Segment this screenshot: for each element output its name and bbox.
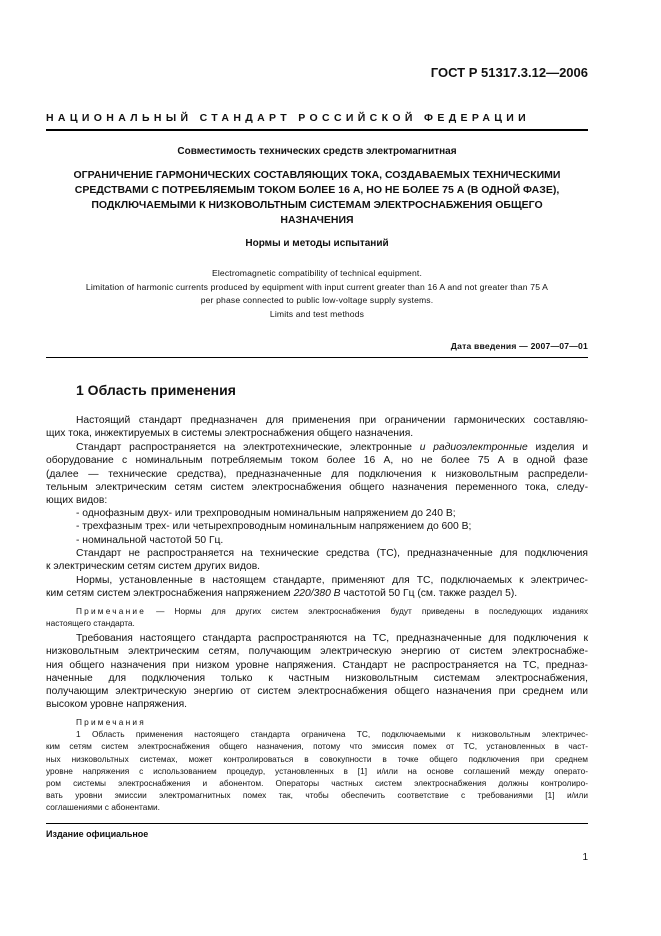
text-line: Нормы, установленные в настоящем стандарте, применяют для ТС, подключаемых к электричес- <box>76 575 588 586</box>
text-line: уровне напряжения с использованием процедур, установленных в [1] и/или на основе соглашений между операто- <box>46 765 588 776</box>
text-line: ром системы электроснабжения и абонентом. Операторы частных систем электроснабжения должны контролиро- <box>46 778 588 789</box>
paragraph-applicability <box>46 441 588 507</box>
network-types-list <box>46 507 588 547</box>
list-item: - трехфазным трех- или четырехпроводным номинальным напряжением до 600 В; <box>76 521 472 533</box>
text-line: ных низковольтных системах, может контролироваться в совокупности в точке общего подключения при среднем <box>46 753 588 764</box>
paragraph-requirements <box>46 632 588 712</box>
text-line: высоком уровне напряжения. <box>46 699 188 711</box>
paragraph-norms <box>46 574 588 601</box>
text-line: Стандарт не распространяется на технические средства (ТС), предназначенные для подключения <box>76 548 588 559</box>
text-line: оборудование с номинальным потребляемым током более 16 А, но не более 75 А в одной фазе <box>46 455 588 467</box>
text-line: Стандарт распространяется на электротехнические, электронные и радиоэлектронные изделия и <box>76 442 588 453</box>
english-title-line: Electromagnetic compatibility of technical equipment. <box>211 268 422 278</box>
document-number: ГОСТ Р 51317.3.12—2006 <box>430 65 588 80</box>
text-line: соглашениями с абонентами. <box>46 802 160 813</box>
main-title-line: НАЗНАЧЕНИЯ <box>280 214 354 226</box>
national-standard-heading: НАЦИОНАЛЬНЫЙ СТАНДАРТ РОССИЙСКОЙ ФЕДЕРАЦИИ <box>46 112 531 124</box>
text-line: ющих видов: <box>46 495 108 507</box>
note-other-systems <box>46 605 588 629</box>
main-title <box>46 168 588 228</box>
text-line: наченные для подключения только к частным низковольтным системам электроснабжения, <box>46 672 588 684</box>
text-line: настоящего стандарта. <box>46 618 135 629</box>
introduction-date: Дата введения — 2007—07—01 <box>450 341 588 351</box>
notes-heading: Примечания <box>76 717 146 727</box>
english-title <box>46 267 588 321</box>
text-line: (далее — технические средства), предназначенные для подключения к низковольтным распредели- <box>46 468 588 480</box>
text-line: Примечание — Нормы для других систем электроснабжения будут приведены в последующих изданиях <box>76 606 588 616</box>
text-line: Требования настоящего стандарта распространяются на ТС, предназначенные для подключения к <box>76 633 588 644</box>
paragraph-purpose <box>46 414 588 441</box>
section-heading: 1 Область применения <box>76 382 236 398</box>
standard-subject: Совместимость технических средств электромагнитная <box>177 146 457 157</box>
date-rule <box>46 357 588 358</box>
main-title-line: ПОДКЛЮЧАЕМЫМИ К НИЗКОВОЛЬТНЫМ СИСТЕМАМ ЭЛЕКТРОСНАБЖЕНИЯ ОБЩЕГО <box>91 199 543 211</box>
text-line: получающим электрическую энергию от систем электроснабжения общего назначения при среднем или <box>46 686 588 698</box>
official-edition-label: Издание официальное <box>46 829 149 839</box>
text-line: ким сетям систем электроснабжения напряжением 220/380 В частотой 50 Гц (см. также раздел 5). <box>46 588 518 600</box>
text-line: к электрическим сетям систем других видов. <box>46 561 261 573</box>
text-line: вать уровни эмиссии электромагнитных помех так, чтобы обеспечить соответствие с требованиями [1] и/или <box>46 790 588 801</box>
notes-block <box>46 716 588 814</box>
header-rule <box>46 129 588 131</box>
text-line: ким сетям систем электроснабжения общего назначения, потому что эмиссия помех от ТС, установленных в част- <box>46 741 588 752</box>
note-label: Примечание <box>76 606 147 616</box>
norms-subtitle: Нормы и методы испытаний <box>245 238 389 249</box>
list-item: - однофазным двух- или трехпроводным номинальным напряжением до 240 В; <box>76 508 456 519</box>
text-line: щих тока, инжектируемых в системы электроснабжения общего назначения. <box>46 428 414 440</box>
text-line: Настоящий стандарт предназначен для применения при ограничении гармонических составляю- <box>76 415 588 426</box>
paragraph-exclusion <box>46 547 588 574</box>
english-title-line: Limits and test methods <box>269 308 365 319</box>
main-title-line: ОГРАНИЧЕНИЕ ГАРМОНИЧЕСКИХ СОСТАВЛЯЮЩИХ ТОКА, СОЗДАВАЕМЫХ ТЕХНИЧЕСКИМИ <box>73 169 561 181</box>
english-title-line: per phase connected to public low-voltage supply systems. <box>200 295 434 305</box>
text-line: тельным электрическим сетям систем электроснабжения общего назначения переменного тока, следу- <box>46 481 588 493</box>
list-item: - номинальной частотой 50 Гц. <box>76 534 224 546</box>
text-line: ния общего назначения при низком уровне напряжения. Стандарт не распространяется на ТС, предназ- <box>46 659 588 671</box>
text-line: 1 Область применения настоящего стандарта ограничена ТС, подключаемыми к низковольтным электричес- <box>76 729 588 740</box>
text-line: низковольтным электрическим сетям, получающим электрическую энергию от систем электроснабже- <box>46 646 588 658</box>
footer-rule <box>46 823 588 824</box>
main-title-line: СРЕДСТВАМИ С ПОТРЕБЛЯЕМЫМ ТОКОМ БОЛЕЕ 16 А, НО НЕ БОЛЕЕ 75 А (В ОДНОЙ ФАЗЕ), <box>74 184 560 196</box>
english-title-line: Limitation of harmonic currents produced by equipment with input current greater than 16 A and not greater than 75 A <box>85 281 549 292</box>
page-number: 1 <box>582 852 588 863</box>
